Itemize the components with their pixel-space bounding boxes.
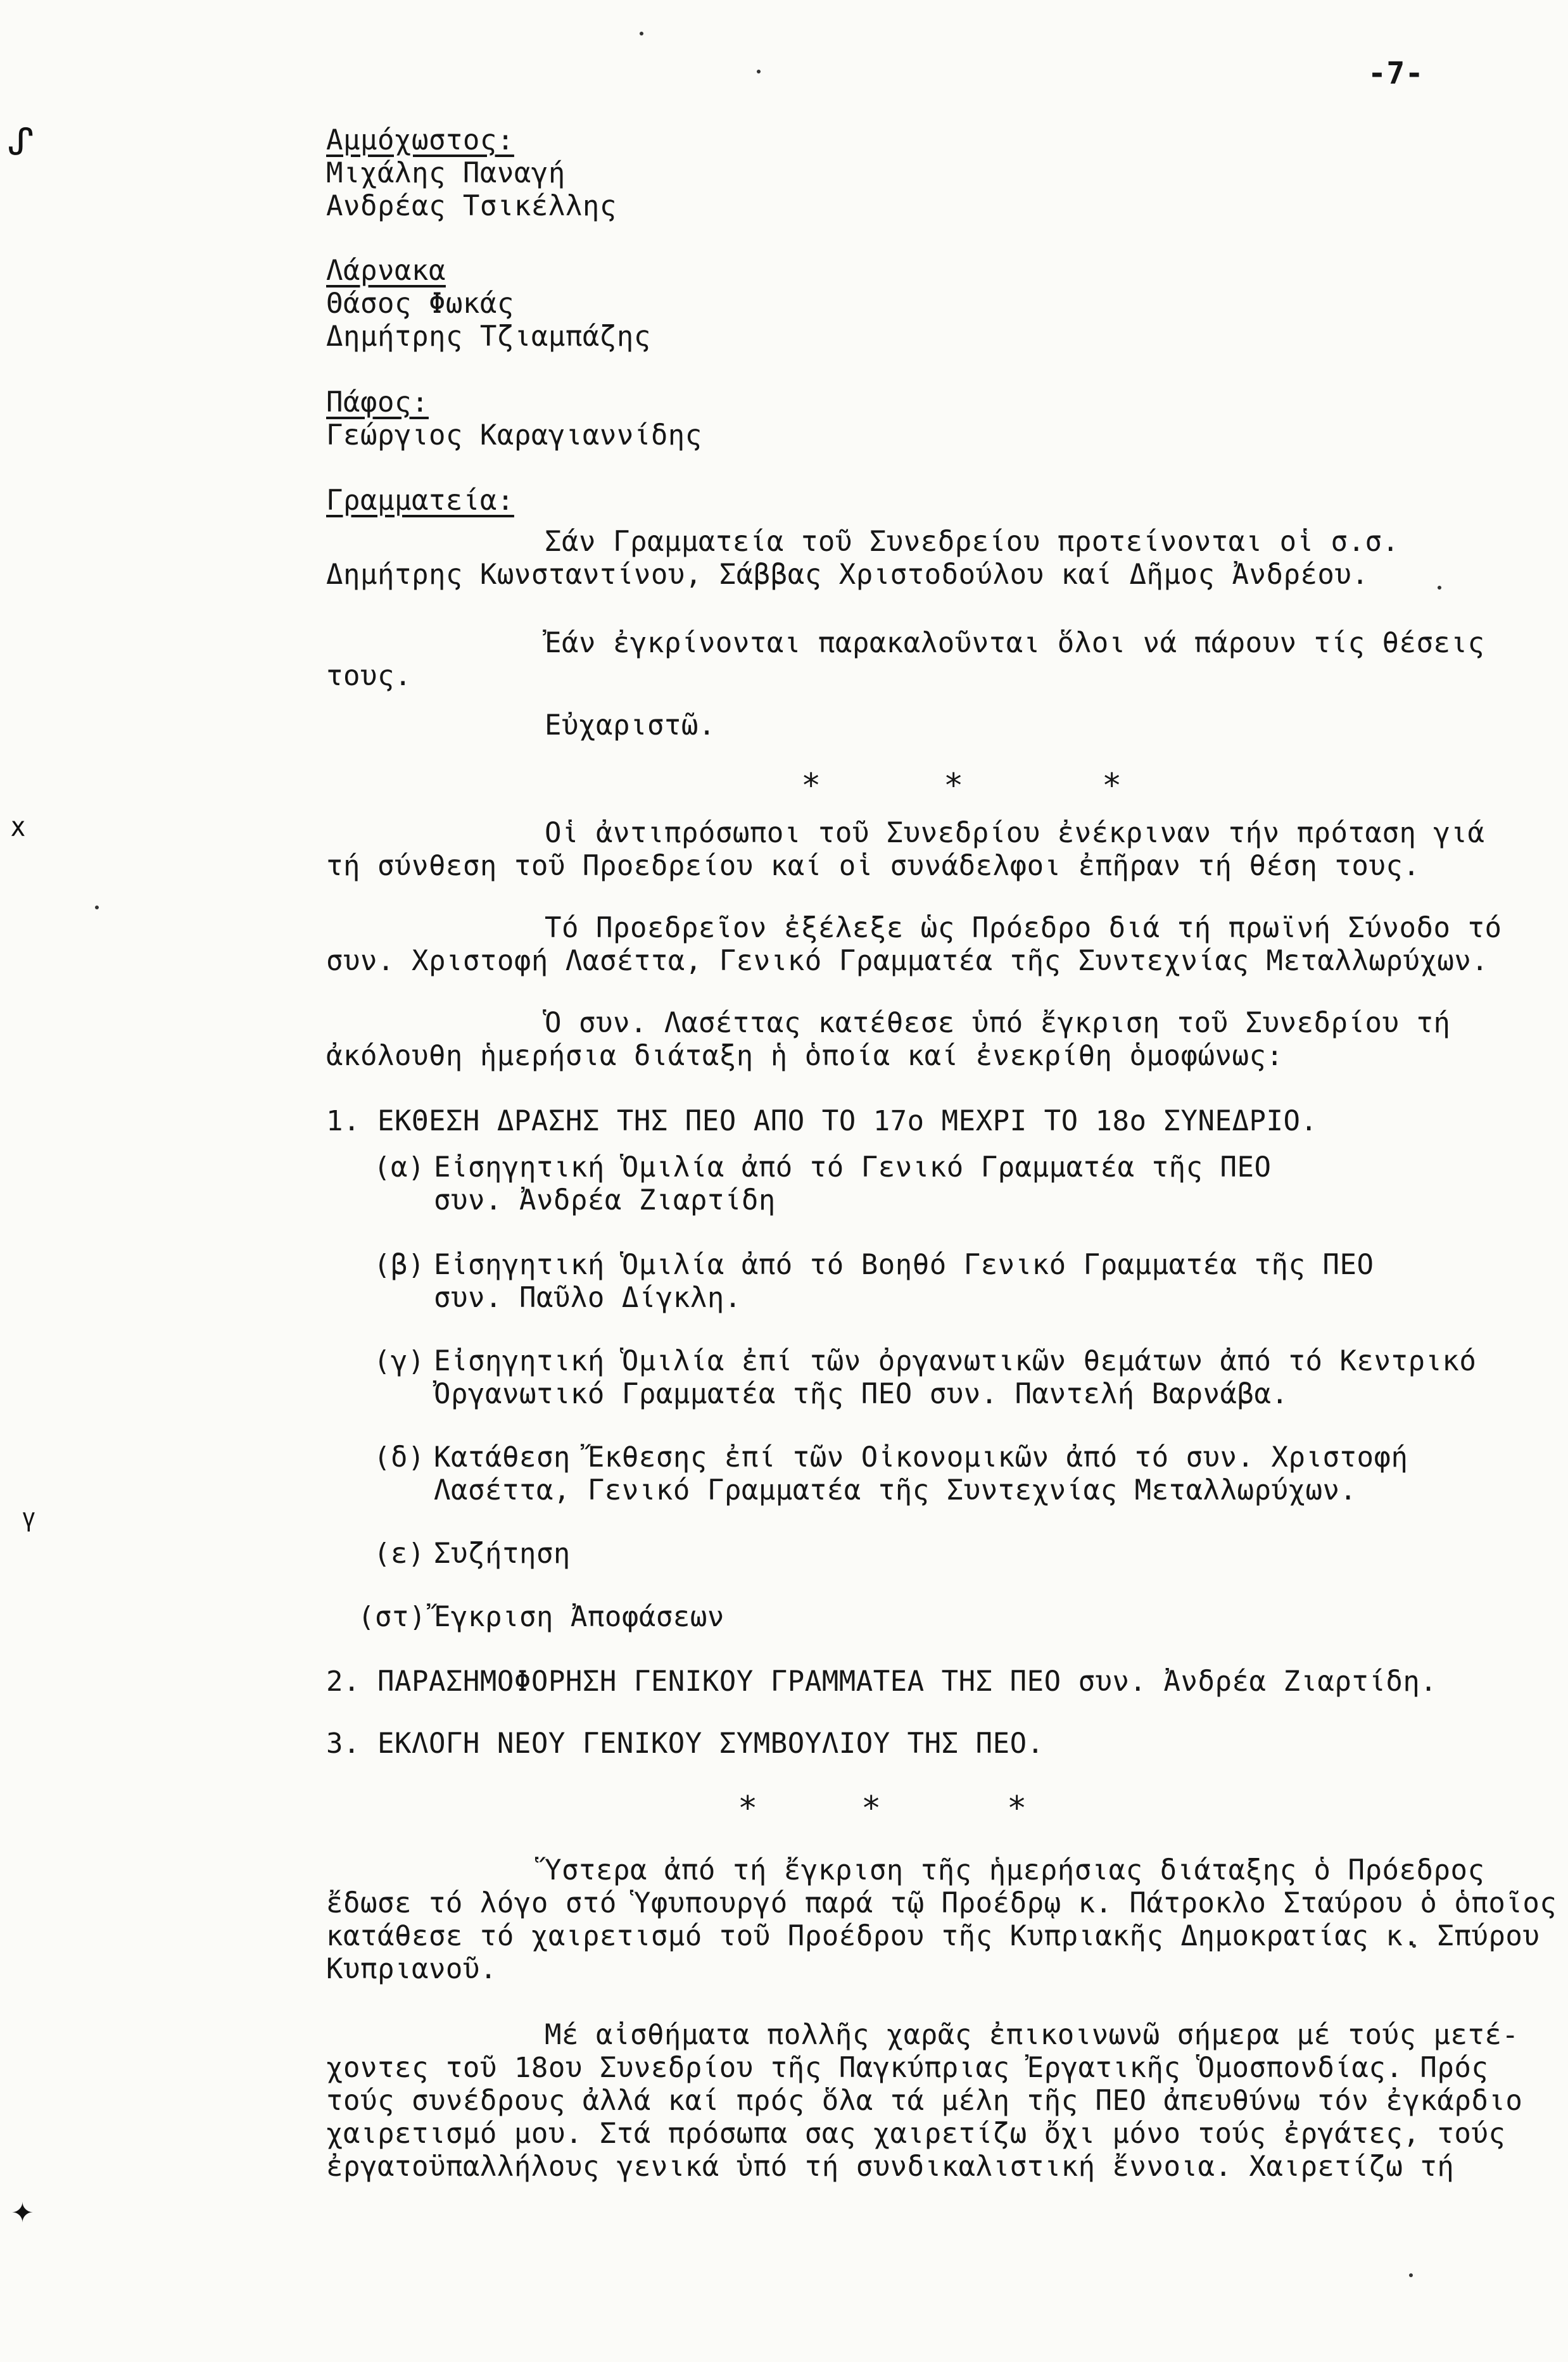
agenda-item: 1. ΕΚΘΕΣΗ ΔΡΑΣΗΣ ΤΗΣ ΠΕΟ ΑΠΟ ΤΟ 17ο ΜΕΧΡΙ ΤΟ 18ο ΣΥΝΕΔΡΙΟ.	[326, 1105, 1318, 1137]
agenda-sub-label: (β)	[374, 1249, 425, 1281]
agenda-item: 2. ΠΑΡΑΣΗΜΟΦΟΡΗΣΗ ΓΕΝΙΚΟΥ ΓΡΑΜΜΑΤΕΑ ΤΗΣ ΠΕΟ συν. Ἀνδρέα Ζιαρτίδη.	[326, 1665, 1438, 1698]
body-line: τή σύνθεση τοῦ Προεδρείου καί οἱ συνάδελφοι ἐπῆραν τή θέση τους.	[326, 850, 1420, 882]
body-line: τούς συνέδρους ἀλλά καί πρός ὅλα τά μέλη τῆς ΠΕΟ ἀπευθύνω τόν ἐγκάρδιο	[326, 2085, 1523, 2117]
body-line: Κυπριανοῦ.	[326, 1953, 497, 1985]
agenda-sub-text: Κατάθεση Ἔκθεσης ἐπί τῶν Οἰκονομικῶν ἀπό τό συν. Χριστοφή	[434, 1441, 1408, 1474]
district-heading: Λάρνακα	[326, 255, 446, 287]
scan-speck	[95, 906, 99, 909]
body-line: Ὁ συν. Λασέττας κατέθεσε ὑπό ἔγκριση τοῦ Συνεδρίου τή	[545, 1007, 1451, 1039]
body-line: Σάν Γραμματεία τοῦ Συνεδρείου προτείνονται οἱ σ.σ.	[545, 526, 1400, 558]
body-line: Ἐάν ἐγκρίνονται παρακαλοῦνται ὅλοι νά πάρουν τίς θέσεις	[545, 627, 1485, 659]
agenda-sub-label: (στ)	[358, 1601, 426, 1633]
agenda-sub-text: συν. Παῦλο Δίγκλη.	[434, 1282, 742, 1314]
agenda-sub-label: (ε)	[374, 1538, 425, 1570]
scan-speck	[640, 32, 643, 35]
scan-speck	[1438, 586, 1441, 590]
agenda-sub-text: Ἔγκριση Ἀποφάσεων	[434, 1601, 724, 1633]
agenda-sub-text: Εἰσηγητική Ὁμιλία ἐπί τῶν ὀργανωτικῶν θεμάτων ἀπό τό Κεντρικό	[434, 1345, 1477, 1377]
scan-speck	[1409, 2273, 1413, 2277]
body-line: χαιρετισμό μου. Στά πρόσωπα σας χαιρετίζω ὄχι μόνο τούς ἐργάτες, τούς	[326, 2118, 1506, 2150]
agenda-sub-text: συν. Ἀνδρέα Ζιαρτίδη	[434, 1184, 776, 1216]
body-line: ἀκόλουθη ἡμερήσια διάταξη ἡ ὁποία καί ἐνεκρίθη ὁμοφώνως:	[326, 1040, 1284, 1072]
member-name: Ανδρέας Τσικέλλης	[326, 190, 617, 222]
page-number: -7-	[1368, 56, 1424, 91]
agenda-sub-text: Λασέττα, Γενικό Γραμματέα τῆς Συντεχνίας Μεταλλωρύχων.	[434, 1474, 1357, 1506]
star-separator: *	[861, 1790, 882, 1828]
agenda-sub-label: (γ)	[374, 1345, 425, 1377]
body-line: τους.	[326, 660, 412, 692]
margin-mark: ᵞ	[18, 1501, 40, 1544]
member-name: Θάσος Φωκάς	[326, 287, 514, 320]
agenda-sub-label: (α)	[374, 1151, 425, 1184]
star-separator: *	[738, 1790, 758, 1828]
secretariat-heading: Γραμματεία:	[326, 484, 514, 517]
district-heading: Πάφος:	[326, 386, 429, 419]
body-line: Ὕστερα ἀπό τή ἔγκριση τῆς ἡμερήσιας διάταξης ὁ Πρόεδρος	[545, 1854, 1485, 1886]
body-line: ἔδωσε τό λόγο στό Ὑφυπουργό παρά τῷ Προέδρῳ κ. Πάτροκλο Σταύρου ὁ ὁποῖος	[326, 1887, 1557, 1919]
agenda-sub-text: Εἰσηγητική Ὁμιλία ἀπό τό Γενικό Γραμματέα τῆς ΠΕΟ	[434, 1151, 1272, 1184]
body-line: ἐργατοϋπαλλήλους γενικά ὑπό τή συνδικαλιστική ἔννοια. Χαιρετίζω τή	[326, 2150, 1455, 2183]
agenda-item: 3. ΕΚΛΟΓΗ ΝΕΟΥ ΓΕΝΙΚΟΥ ΣΥΜΒΟΥΛΙΟΥ ΤΗΣ ΠΕΟ.	[326, 1727, 1044, 1760]
body-line: Μέ αἰσθήματα πολλῆς χαρᾶς ἐπικοινωνῶ σήμερα μέ τούς μετέ-	[545, 2019, 1519, 2051]
body-line: Οἱ ἀντιπρόσωποι τοῦ Συνεδρίου ἐνέκριναν τήν πρόταση γιά	[545, 817, 1485, 849]
body-line: κατάθεσε τό χαιρετισμό τοῦ Προέδρου τῆς Κυπριακῆς Δημοκρατίας κ. Σπύρου	[326, 1920, 1540, 1952]
agenda-sub-text: Συζήτηση	[434, 1538, 571, 1570]
body-line: συν. Χριστοφή Λασέττα, Γενικό Γραμματέα τῆς Συντεχνίας Μεταλλωρύχων.	[326, 945, 1489, 977]
agenda-sub-text: Εἰσηγητική Ὁμιλία ἀπό τό Βοηθό Γενικό Γραμματέα τῆς ΠΕΟ	[434, 1249, 1374, 1281]
member-name: Δημήτρης Τζιαμπάζης	[326, 320, 651, 353]
body-line: Εὐχαριστῶ.	[545, 709, 716, 742]
margin-mark: ✦	[11, 2188, 34, 2231]
star-separator: *	[801, 767, 821, 805]
member-name: Μιχάλης Παναγή	[326, 157, 566, 189]
margin-mark: ᕁ	[9, 814, 27, 857]
district-heading: Αμμόχωστος:	[326, 124, 514, 156]
scan-speck	[757, 70, 761, 73]
star-separator: *	[944, 767, 964, 805]
member-name: Γεώργιος Καραγιαννίδης	[326, 419, 702, 452]
star-separator: *	[1007, 1790, 1027, 1828]
star-separator: *	[1102, 767, 1122, 805]
margin-mark: ᔑ	[8, 120, 34, 163]
body-line: Δημήτρης Κωνσταντίνου, Σάββας Χριστοδούλου καί Δῆμος Ἀνδρέου.	[326, 559, 1369, 591]
agenda-sub-label: (δ)	[374, 1441, 425, 1474]
body-line: χοντες τοῦ 18ου Συνεδρίου τῆς Παγκύπριας Ἐργατικῆς Ὁμοσπονδίας. Πρός	[326, 2052, 1489, 2084]
agenda-sub-text: Ὀργανωτικό Γραμματέα τῆς ΠΕΟ συν. Παντελή Βαρνάβα.	[434, 1378, 1289, 1410]
body-line: Τό Προεδρεῖον ἐξέλεξε ὡς Πρόεδρο διά τή πρωϊνή Σύνοδο τό	[545, 912, 1502, 944]
